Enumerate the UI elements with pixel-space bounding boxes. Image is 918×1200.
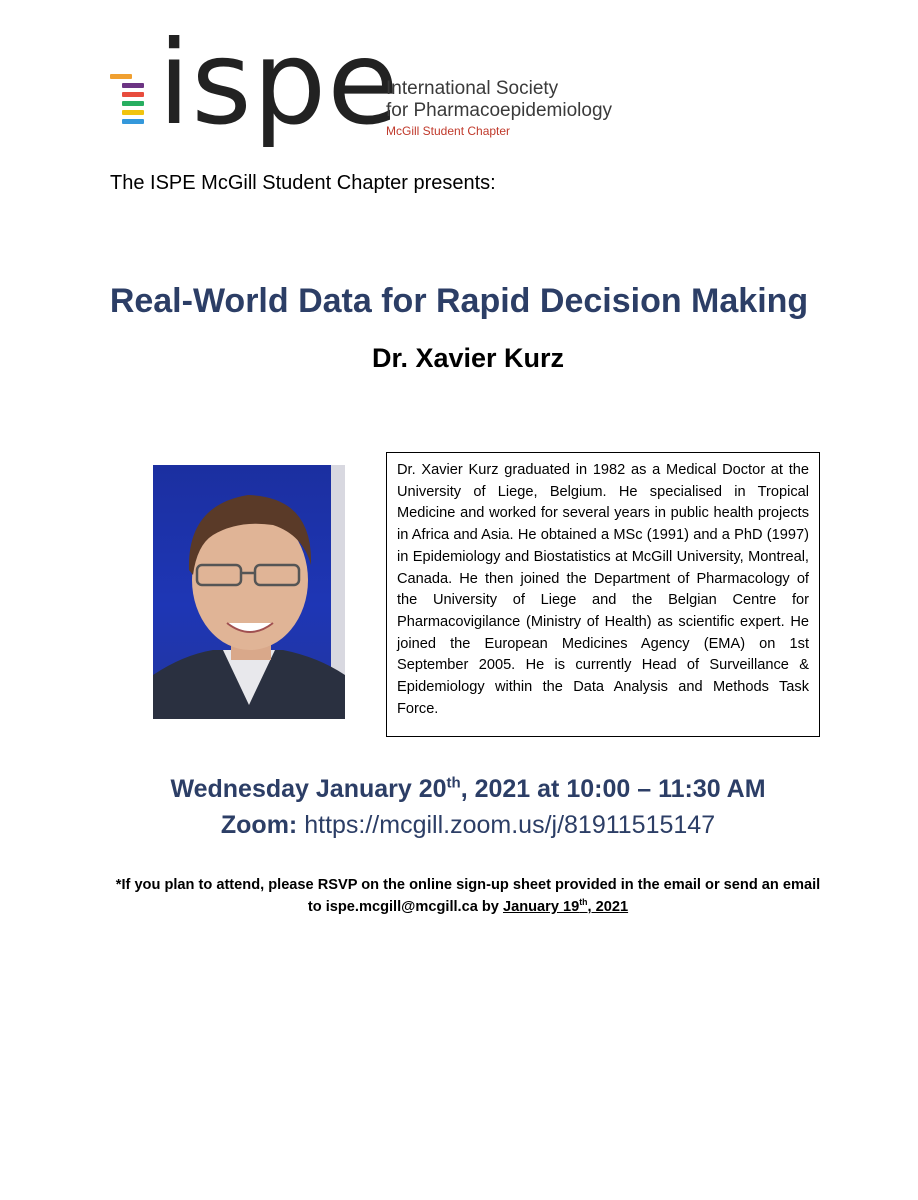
- logo-bars-icon: [108, 62, 148, 142]
- date-ordinal: th: [446, 774, 461, 792]
- date-suffix: , 2021 at 10:00 – 11:30 AM: [460, 775, 766, 803]
- logo-line-1: International Society: [386, 78, 559, 99]
- rsvp-email-text: to ispe.mcgill@mcgill.ca by: [307, 899, 503, 915]
- logo-line-2: for Pharmacoepidemiology: [386, 100, 613, 121]
- speaker-bio: Dr. Xavier Kurz graduated in 1982 as a Medical Doctor at the University of Liege, Belgium. He specialised in Tropical Medicine and worked for several years in public health projects in Africa and Asia. He obtained a MSc (1991) and a PhD (1997) in Epidemiology and Biostatistics at McGill University, Montreal, Canada. He then joined the Department of Pharmacology of the University of Liege and the Belgian Centre for Pharmacovigilance (Ministry of Health) as scientific expert. He joined the European Medicines Agency (EMA) on 1st September 2005. He is currently Head of Surveillance & Epidemiology within the Data Analysis and Methods Task Force.: [386, 452, 820, 737]
- logo-chapter: McGill Student Chapter: [386, 124, 511, 138]
- event-datetime: [0, 775, 918, 804]
- zoom-link[interactable]: https://mcgill.zoom.us/j/81911515147: [304, 811, 716, 839]
- presents-line: The ISPE McGill Student Chapter presents:: [110, 172, 496, 194]
- rsvp-note: [0, 874, 918, 918]
- speaker-name: Dr. Xavier Kurz: [371, 343, 565, 373]
- date-prefix: Wednesday January 20: [170, 775, 447, 803]
- ispe-logo: [108, 16, 628, 152]
- deadline-date: January 19: [502, 899, 580, 915]
- deadline-ordinal: th: [579, 897, 588, 908]
- zoom-label: Zoom:: [220, 811, 298, 839]
- speaker-portrait-icon: [153, 465, 345, 719]
- rsvp-deadline: [503, 899, 628, 915]
- rsvp-line-1: *If you plan to attend, please RSVP on the online sign-up sheet provided in the email or send an email: [115, 877, 821, 893]
- deadline-year: , 2021: [587, 899, 629, 915]
- rsvp-line-2: [0, 896, 918, 918]
- speaker-photo: [153, 465, 345, 719]
- event-title: Real-World Data for Rapid Decision Making: [109, 282, 809, 320]
- logo-org-name: [386, 78, 612, 139]
- zoom-line: [0, 811, 918, 840]
- logo-wordmark: ispe: [158, 16, 400, 151]
